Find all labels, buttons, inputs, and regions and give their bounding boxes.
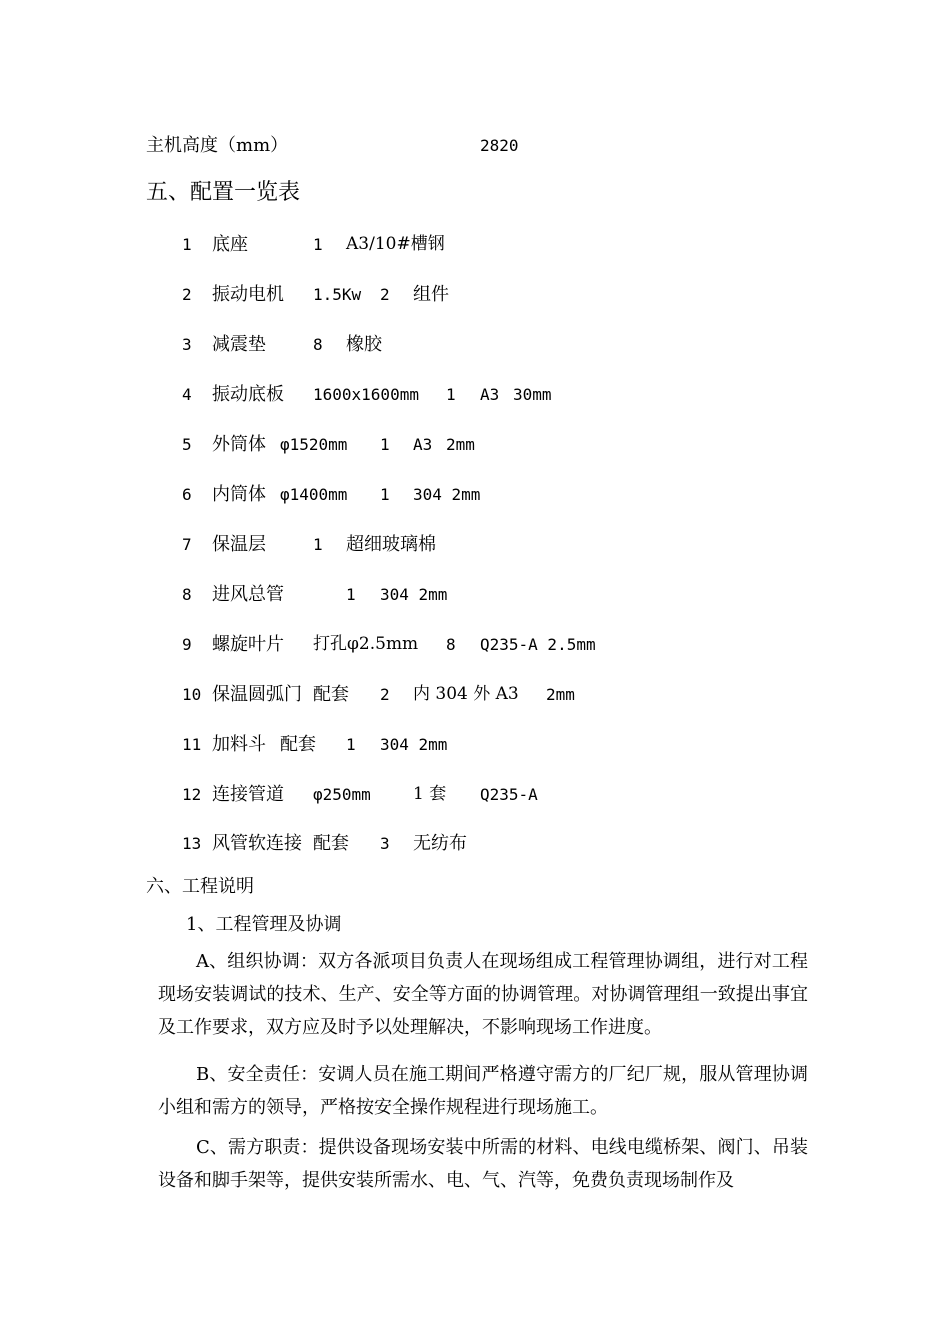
item-thickness: 2mm	[546, 685, 575, 704]
item-qty: 1	[313, 235, 323, 254]
item-name: 保温层	[212, 534, 266, 555]
item-name: 内筒体	[212, 484, 266, 505]
item-name: 外筒体	[212, 434, 266, 455]
paragraph-b: B、安全责任：安调人员在施工期间严格遵守需方的厂纪厂规，服从管理协调小组和需方的领导，严格按安全操作规程进行现场施工。	[158, 1064, 808, 1118]
item-qty: 1	[380, 435, 390, 454]
item-material: Q235-A 2.5mm	[480, 635, 596, 654]
item-qty: 8	[446, 635, 456, 654]
item-spec: 1600x1600mm	[313, 385, 419, 404]
item-qty: 1	[380, 485, 390, 504]
item-no: 12	[182, 785, 202, 804]
item-material: 304 2mm	[380, 735, 448, 754]
item-no: 9	[182, 635, 192, 654]
item-material: A3/10#槽钢	[346, 234, 445, 254]
item-name: 加料斗	[212, 734, 266, 755]
item-no: 5	[182, 435, 192, 454]
item-spec: 配套	[313, 833, 349, 854]
item-name: 进风总管	[212, 584, 284, 605]
item-no: 8	[182, 585, 192, 604]
item-spec: φ1520mm	[280, 435, 348, 454]
item-no: 6	[182, 485, 192, 504]
item-spec: 配套	[313, 684, 349, 705]
item-no: 3	[182, 335, 192, 354]
section6-title: 六、工程说明	[146, 876, 254, 897]
item-no: 10	[182, 685, 202, 704]
item-qty: 1	[446, 385, 456, 404]
item-qty: 2	[380, 285, 390, 304]
item-no: 1	[182, 235, 192, 254]
item-no: 2	[182, 285, 192, 304]
item-name: 减震垫	[212, 334, 266, 355]
item-name: 保温圆弧门	[212, 684, 302, 705]
item-name: 振动电机	[212, 284, 284, 305]
item-spec: 配套	[280, 734, 316, 755]
item-spec: 1.5Kw	[313, 285, 362, 304]
item-name: 风管软连接	[212, 833, 302, 854]
item-no: 4	[182, 385, 192, 404]
section5-title: 五、配置一览表	[146, 180, 301, 205]
item-qty: 1	[313, 535, 323, 554]
item-qty: 3	[380, 834, 390, 853]
item-no: 7	[182, 535, 192, 554]
item-thickness: 30mm	[513, 385, 552, 404]
item-qty: 8	[313, 335, 323, 354]
item-qty: 1	[346, 585, 356, 604]
item-spec: φ250mm	[313, 785, 371, 804]
item-thickness: 2mm	[446, 435, 475, 454]
item-spec: φ1400mm	[280, 485, 348, 504]
item-name: 底座	[212, 234, 248, 255]
item-material: 304 2mm	[413, 485, 481, 504]
paragraph-c: C、需方职责：提供设备现场安装中所需的材料、电线电缆桥架、阀门、吊装设备和脚手架等，提供安装所需水、电、气、汽等，免费负责现场制作及	[158, 1137, 808, 1191]
host-height-label: 主机高度（mm）	[146, 135, 289, 156]
item-no: 13	[182, 834, 202, 853]
item-material: 无纺布	[413, 833, 467, 854]
host-height-value: 2820	[480, 136, 519, 155]
item-spec: 打孔φ2.5mm	[313, 634, 419, 654]
subsection1-title: 1、工程管理及协调	[186, 914, 342, 935]
item-no: 11	[182, 735, 202, 754]
paragraph-a: A、组织协调：双方各派项目负责人在现场组成工程管理协调组，进行对工程现场安装调试的技术、生产、安全等方面的协调管理。对协调管理组一致提出事宜及工作要求，双方应及时予以处理解决，不影响现场工作进度。	[158, 951, 808, 1038]
item-material: Q235-A	[480, 785, 538, 804]
item-material: 超细玻璃棉	[346, 534, 436, 555]
item-name: 连接管道	[212, 784, 284, 805]
item-qty: 2	[380, 685, 390, 704]
item-material: 304 2mm	[380, 585, 448, 604]
item-qty: 1	[346, 735, 356, 754]
item-material: A3	[480, 385, 500, 404]
item-material: 橡胶	[346, 334, 382, 355]
item-material: A3	[413, 435, 433, 454]
item-material: 内 304 外 A3	[413, 684, 519, 704]
item-material: 组件	[413, 284, 449, 305]
item-name: 螺旋叶片	[212, 634, 284, 655]
item-qty: 1 套	[413, 784, 447, 804]
item-name: 振动底板	[212, 384, 284, 405]
